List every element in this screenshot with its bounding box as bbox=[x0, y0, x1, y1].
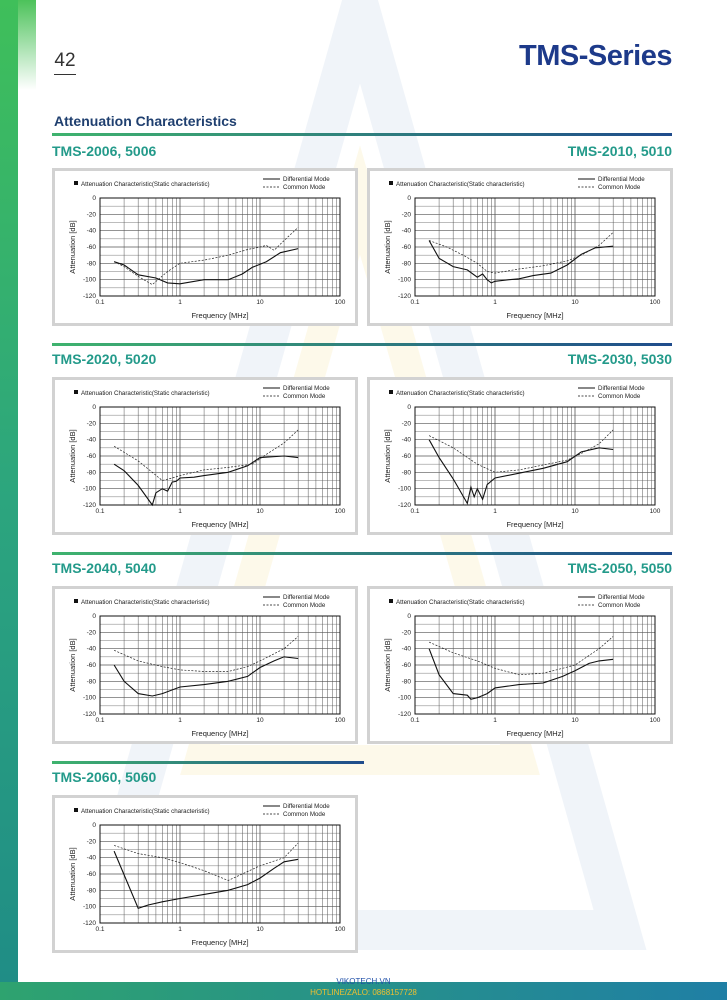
chart-panel bbox=[52, 168, 358, 326]
model-title: TMS-2040, 5040 bbox=[52, 560, 157, 576]
y-tick-label: -80 bbox=[86, 887, 96, 895]
y-tick-label: -40 bbox=[401, 436, 411, 444]
x-axis-label: Frequency [MHz] bbox=[506, 311, 564, 320]
model-title: TMS-2020, 5020 bbox=[52, 351, 157, 367]
legend-common-label: Common Mode bbox=[283, 811, 326, 818]
header-bullet-icon bbox=[389, 599, 393, 603]
y-tick-label: -120 bbox=[82, 920, 96, 927]
section-rule bbox=[52, 761, 364, 764]
y-tick-label: -120 bbox=[397, 502, 411, 509]
attenuation-chart bbox=[370, 589, 670, 741]
x-tick-label: 100 bbox=[649, 299, 661, 306]
chart-panel bbox=[52, 586, 358, 744]
x-tick-label: 1 bbox=[493, 717, 497, 724]
y-tick-label: -20 bbox=[86, 420, 96, 428]
chart-header: Attenuation Characteristic(Static characteristic) bbox=[396, 181, 525, 188]
attenuation-chart bbox=[55, 171, 355, 323]
x-tick-label: 1 bbox=[493, 299, 497, 306]
y-axis-label: Attenuation [dB] bbox=[68, 429, 77, 483]
y-tick-label: -120 bbox=[82, 293, 96, 300]
y-tick-label: -20 bbox=[86, 629, 96, 637]
y-tick-label: -100 bbox=[82, 276, 96, 284]
series-line-differential bbox=[429, 440, 613, 504]
x-tick-label: 0.1 bbox=[95, 299, 105, 306]
section-rule bbox=[52, 552, 672, 555]
y-tick-label: 0 bbox=[92, 195, 96, 202]
y-tick-label: -100 bbox=[397, 694, 411, 702]
y-tick-label: -20 bbox=[401, 211, 411, 219]
series-line-differential bbox=[114, 851, 298, 908]
legend-common-label: Common Mode bbox=[598, 602, 641, 609]
y-tick-label: -80 bbox=[401, 260, 411, 268]
model-title: TMS-2010, 5010 bbox=[567, 143, 672, 159]
chart-header: Attenuation Characteristic(Static characteristic) bbox=[396, 390, 525, 397]
header-bullet-icon bbox=[74, 599, 78, 603]
y-axis-label: Attenuation [dB] bbox=[383, 220, 392, 274]
x-tick-label: 10 bbox=[571, 299, 579, 306]
attenuation-chart bbox=[55, 380, 355, 532]
y-tick-label: 0 bbox=[407, 613, 411, 620]
model-title: TMS-2030, 5030 bbox=[567, 351, 672, 367]
y-tick-label: -100 bbox=[397, 485, 411, 493]
y-tick-label: -60 bbox=[86, 453, 96, 460]
x-axis-label: Frequency [MHz] bbox=[191, 520, 249, 529]
series-line-common bbox=[114, 430, 298, 481]
page-number: 42 bbox=[54, 50, 76, 75]
x-tick-label: 1 bbox=[493, 508, 497, 515]
y-axis-label: Attenuation [dB] bbox=[383, 638, 392, 692]
series-line-common bbox=[429, 430, 613, 472]
header-bullet-icon bbox=[74, 390, 78, 394]
y-axis-label: Attenuation [dB] bbox=[68, 638, 77, 692]
x-axis-label: Frequency [MHz] bbox=[191, 311, 249, 320]
footer-hotline: HOTLINE/ZALO: 0868157728 bbox=[310, 988, 417, 997]
side-accent-bar bbox=[0, 0, 18, 1000]
series-line-common bbox=[114, 636, 298, 671]
series-line-common bbox=[114, 843, 298, 881]
y-tick-label: -20 bbox=[401, 629, 411, 637]
chart-panel bbox=[52, 377, 358, 535]
y-tick-label: -20 bbox=[401, 420, 411, 428]
y-tick-label: -40 bbox=[401, 227, 411, 235]
legend-diff-label: Differential Mode bbox=[283, 803, 330, 810]
y-tick-label: -80 bbox=[401, 678, 411, 686]
chart-header: Attenuation Characteristic(Static characteristic) bbox=[81, 599, 210, 606]
top-accent-fade bbox=[18, 0, 36, 90]
x-tick-label: 1 bbox=[178, 299, 182, 306]
legend-common-label: Common Mode bbox=[283, 602, 326, 609]
x-tick-label: 1 bbox=[178, 926, 182, 933]
section-rule bbox=[52, 133, 672, 136]
y-axis-label: Attenuation [dB] bbox=[383, 429, 392, 483]
y-tick-label: -20 bbox=[86, 211, 96, 219]
footer-site: VIKOTECH.VN bbox=[336, 977, 391, 986]
model-title: TMS-2060, 5060 bbox=[52, 769, 157, 785]
attenuation-chart bbox=[370, 380, 670, 532]
y-tick-label: -40 bbox=[86, 436, 96, 444]
x-axis-label: Frequency [MHz] bbox=[506, 729, 564, 738]
chart-header: Attenuation Characteristic(Static characteristic) bbox=[81, 390, 210, 397]
x-tick-label: 0.1 bbox=[95, 926, 105, 933]
section-rule bbox=[52, 343, 672, 346]
section-title: Attenuation Characteristics bbox=[54, 113, 237, 129]
y-tick-label: -60 bbox=[86, 871, 96, 878]
x-tick-label: 10 bbox=[571, 717, 579, 724]
series-line-common bbox=[114, 227, 298, 284]
y-tick-label: -100 bbox=[82, 694, 96, 702]
x-tick-label: 0.1 bbox=[95, 508, 105, 515]
y-tick-label: -60 bbox=[86, 662, 96, 669]
x-tick-label: 10 bbox=[256, 717, 264, 724]
x-tick-label: 100 bbox=[334, 926, 346, 933]
legend-diff-label: Differential Mode bbox=[598, 594, 645, 601]
y-tick-label: -100 bbox=[397, 276, 411, 284]
y-tick-label: -60 bbox=[401, 453, 411, 460]
y-tick-label: -80 bbox=[86, 469, 96, 477]
legend-diff-label: Differential Mode bbox=[283, 594, 330, 601]
legend-diff-label: Differential Mode bbox=[283, 176, 330, 183]
x-tick-label: 0.1 bbox=[410, 717, 420, 724]
series-line-differential bbox=[429, 649, 613, 700]
y-tick-label: 0 bbox=[407, 195, 411, 202]
legend-common-label: Common Mode bbox=[598, 393, 641, 400]
legend-common-label: Common Mode bbox=[598, 184, 641, 191]
x-tick-label: 10 bbox=[256, 508, 264, 515]
y-tick-label: -120 bbox=[397, 711, 411, 718]
legend-diff-label: Differential Mode bbox=[598, 385, 645, 392]
y-tick-label: 0 bbox=[407, 404, 411, 411]
series-title: TMS-Series bbox=[519, 40, 672, 72]
x-tick-label: 100 bbox=[334, 717, 346, 724]
x-tick-label: 100 bbox=[334, 508, 346, 515]
series-line-common bbox=[429, 636, 613, 674]
y-tick-label: -60 bbox=[401, 244, 411, 251]
y-axis-label: Attenuation [dB] bbox=[68, 847, 77, 901]
x-axis-label: Frequency [MHz] bbox=[506, 520, 564, 529]
y-tick-label: -120 bbox=[82, 711, 96, 718]
y-tick-label: 0 bbox=[92, 613, 96, 620]
header-bullet-icon bbox=[74, 808, 78, 812]
x-tick-label: 100 bbox=[649, 508, 661, 515]
y-axis-label: Attenuation [dB] bbox=[68, 220, 77, 274]
chart-panel bbox=[52, 795, 358, 953]
y-tick-label: -60 bbox=[86, 244, 96, 251]
chart-panel bbox=[367, 586, 673, 744]
y-tick-label: 0 bbox=[92, 822, 96, 829]
legend-common-label: Common Mode bbox=[283, 393, 326, 400]
y-tick-label: -80 bbox=[86, 678, 96, 686]
chart-panel bbox=[367, 377, 673, 535]
x-tick-label: 100 bbox=[334, 299, 346, 306]
y-tick-label: -80 bbox=[86, 260, 96, 268]
header-bullet-icon bbox=[74, 181, 78, 185]
x-tick-label: 1 bbox=[178, 717, 182, 724]
header-bullet-icon bbox=[389, 181, 393, 185]
x-tick-label: 0.1 bbox=[410, 299, 420, 306]
y-tick-label: -40 bbox=[86, 854, 96, 862]
y-tick-label: -120 bbox=[82, 502, 96, 509]
model-title: TMS-2050, 5050 bbox=[567, 560, 672, 576]
y-tick-label: -40 bbox=[86, 227, 96, 235]
attenuation-chart bbox=[55, 589, 355, 741]
y-tick-label: -40 bbox=[401, 645, 411, 653]
y-tick-label: -100 bbox=[82, 903, 96, 911]
model-title: TMS-2006, 5006 bbox=[52, 143, 157, 159]
attenuation-chart bbox=[370, 171, 670, 323]
x-tick-label: 1 bbox=[178, 508, 182, 515]
chart-panel bbox=[367, 168, 673, 326]
legend-common-label: Common Mode bbox=[283, 184, 326, 191]
x-tick-label: 100 bbox=[649, 717, 661, 724]
y-tick-label: -100 bbox=[82, 485, 96, 493]
legend-diff-label: Differential Mode bbox=[283, 385, 330, 392]
x-tick-label: 0.1 bbox=[95, 717, 105, 724]
attenuation-chart bbox=[55, 798, 355, 950]
y-tick-label: -40 bbox=[86, 645, 96, 653]
x-axis-label: Frequency [MHz] bbox=[191, 938, 249, 947]
chart-header: Attenuation Characteristic(Static characteristic) bbox=[81, 808, 210, 815]
chart-header: Attenuation Characteristic(Static characteristic) bbox=[81, 181, 210, 188]
legend-diff-label: Differential Mode bbox=[598, 176, 645, 183]
chart-header: Attenuation Characteristic(Static characteristic) bbox=[396, 599, 525, 606]
x-tick-label: 10 bbox=[256, 926, 264, 933]
y-tick-label: -120 bbox=[397, 293, 411, 300]
x-axis-label: Frequency [MHz] bbox=[191, 729, 249, 738]
x-tick-label: 0.1 bbox=[410, 508, 420, 515]
x-tick-label: 10 bbox=[571, 508, 579, 515]
y-tick-label: -80 bbox=[401, 469, 411, 477]
y-tick-label: -60 bbox=[401, 662, 411, 669]
y-tick-label: 0 bbox=[92, 404, 96, 411]
header-bullet-icon bbox=[389, 390, 393, 394]
y-tick-label: -20 bbox=[86, 838, 96, 846]
series-line-differential bbox=[114, 657, 298, 696]
x-tick-label: 10 bbox=[256, 299, 264, 306]
